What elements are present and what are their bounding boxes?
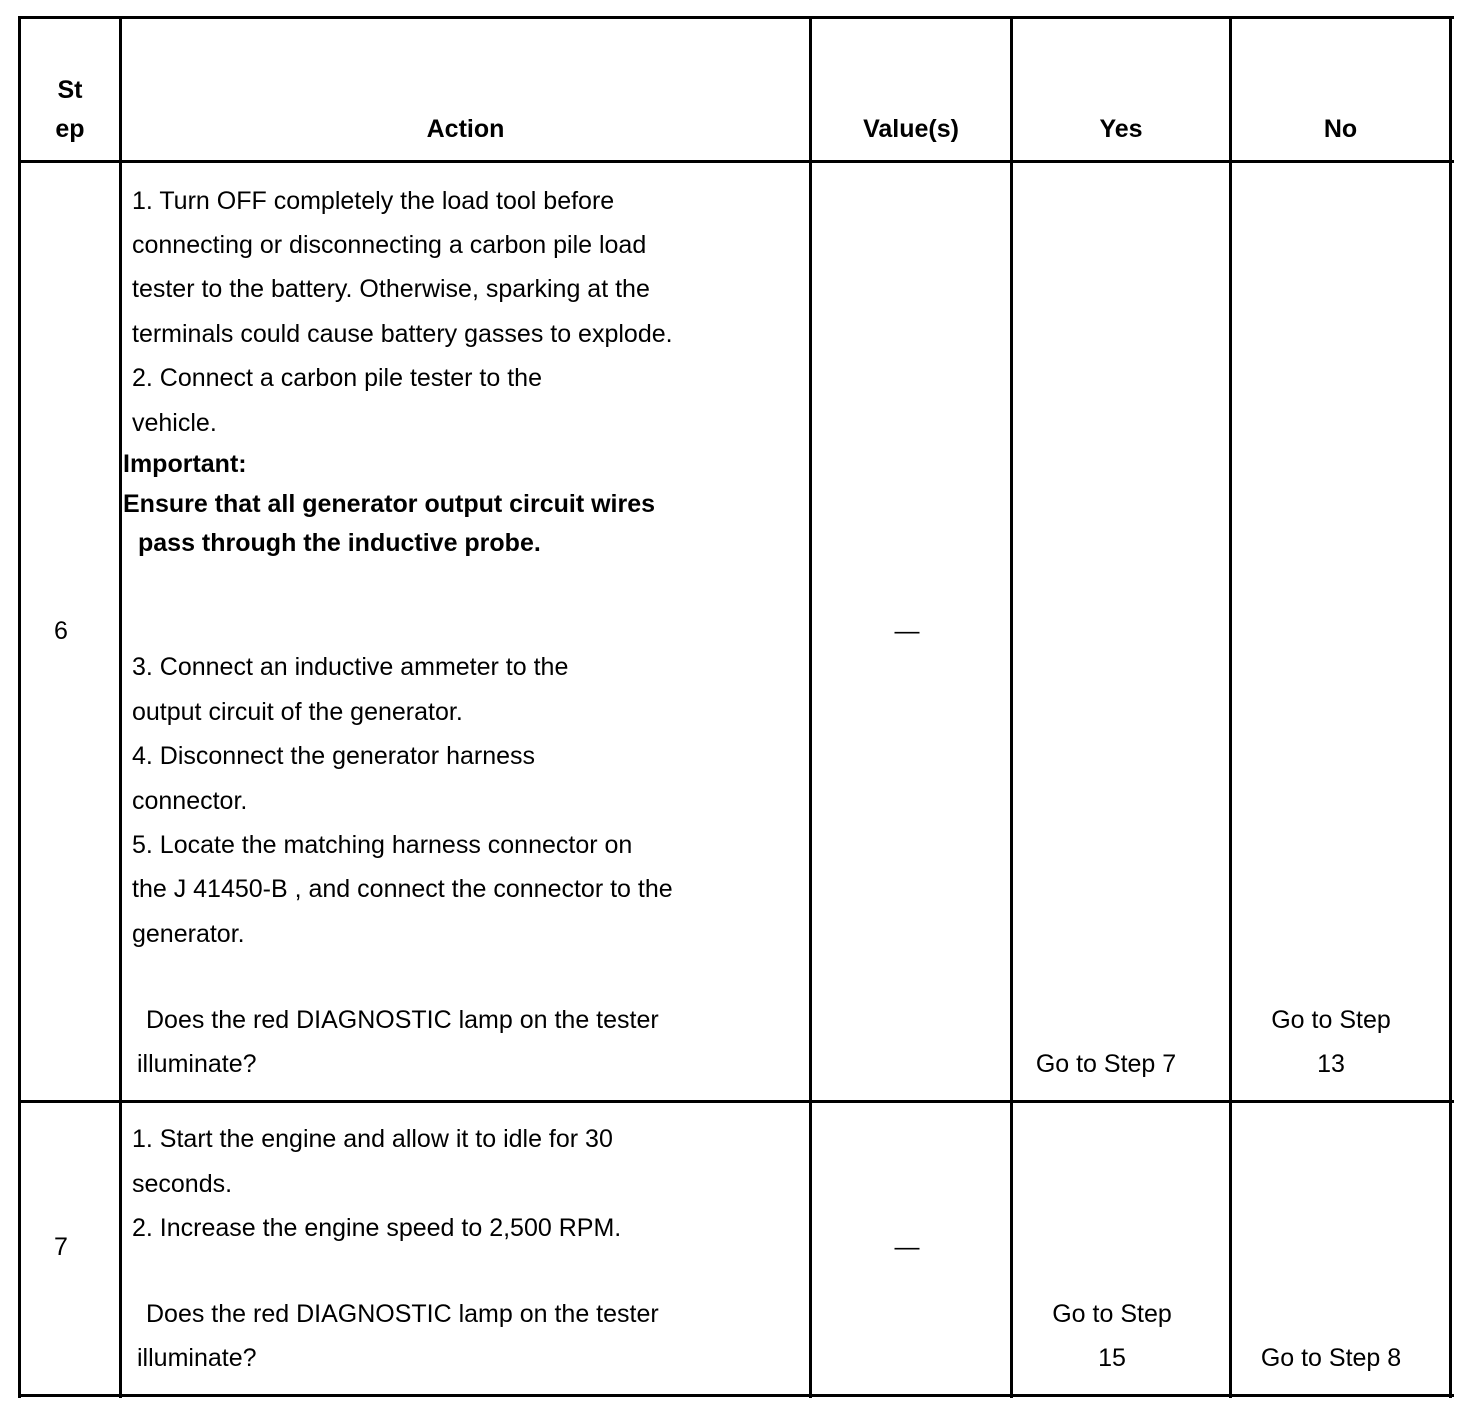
header-action: Action xyxy=(426,115,505,143)
question-line: illuminate? xyxy=(137,1344,257,1372)
yes-cell-line: 15 xyxy=(1098,1344,1126,1372)
value-cell: — xyxy=(894,617,920,645)
question-line: illuminate? xyxy=(137,1050,257,1078)
action-line: connecting or disconnecting a carbon pile load xyxy=(132,231,647,259)
action-line: connector. xyxy=(132,787,248,815)
header-step-line1: St xyxy=(57,76,83,104)
question-line: Does the red DIAGNOSTIC lamp on the tester xyxy=(146,1006,659,1034)
header-no: No xyxy=(1323,115,1358,143)
grid-line xyxy=(18,16,21,1398)
action-line: the J 41450-B , and connect the connector to the xyxy=(132,875,673,903)
yes-cell: Go to Step 7 xyxy=(1035,1050,1177,1078)
action-line: 1. Start the engine and allow it to idle for 30 xyxy=(132,1125,613,1153)
important-label: Important: xyxy=(123,450,247,478)
action-line: 2. Increase the engine speed to 2,500 RPM. xyxy=(132,1214,622,1242)
header-step xyxy=(21,71,119,149)
action-line: 3. Connect an inductive ammeter to the xyxy=(132,653,569,681)
grid-line xyxy=(1010,16,1013,1398)
header-step-line2: ep xyxy=(55,115,85,143)
no-cell-line: Go to Step xyxy=(1271,1006,1391,1034)
action-line: 5. Locate the matching harness connector on xyxy=(132,831,633,859)
action-line: 2. Connect a carbon pile tester to the xyxy=(132,364,542,392)
action-line: seconds. xyxy=(132,1170,233,1198)
action-line: 4. Disconnect the generator harness xyxy=(132,742,536,770)
step-number: 6 xyxy=(54,617,68,645)
grid-line xyxy=(18,16,1454,19)
action-line: terminals could cause battery gasses to explode. xyxy=(132,320,673,348)
action-line: vehicle. xyxy=(132,409,217,437)
action-line: output circuit of the generator. xyxy=(132,698,463,726)
question-line: Does the red DIAGNOSTIC lamp on the tester xyxy=(146,1300,659,1328)
yes-cell-line: Go to Step xyxy=(1052,1300,1172,1328)
grid-line xyxy=(18,1100,1454,1103)
grid-line xyxy=(809,16,812,1398)
header-values: Value(s) xyxy=(863,115,959,143)
grid-line xyxy=(18,1394,1454,1397)
step-number: 7 xyxy=(54,1233,68,1261)
grid-line xyxy=(119,16,122,1398)
important-note: Ensure that all generator output circuit wires xyxy=(123,490,656,518)
action-line: tester to the battery. Otherwise, sparking at the xyxy=(132,275,650,303)
diagnostic-table xyxy=(18,16,1454,1398)
value-cell: — xyxy=(894,1233,920,1261)
grid-line xyxy=(18,160,1454,163)
action-line: 1. Turn OFF completely the load tool before xyxy=(132,187,615,215)
grid-line xyxy=(1229,16,1232,1398)
no-cell-line: 13 xyxy=(1317,1050,1345,1078)
header-yes: Yes xyxy=(1099,115,1143,143)
action-line: generator. xyxy=(132,920,245,948)
important-note: pass through the inductive probe. xyxy=(138,529,541,557)
no-cell: Go to Step 8 xyxy=(1260,1344,1402,1372)
grid-line xyxy=(1449,16,1452,1398)
